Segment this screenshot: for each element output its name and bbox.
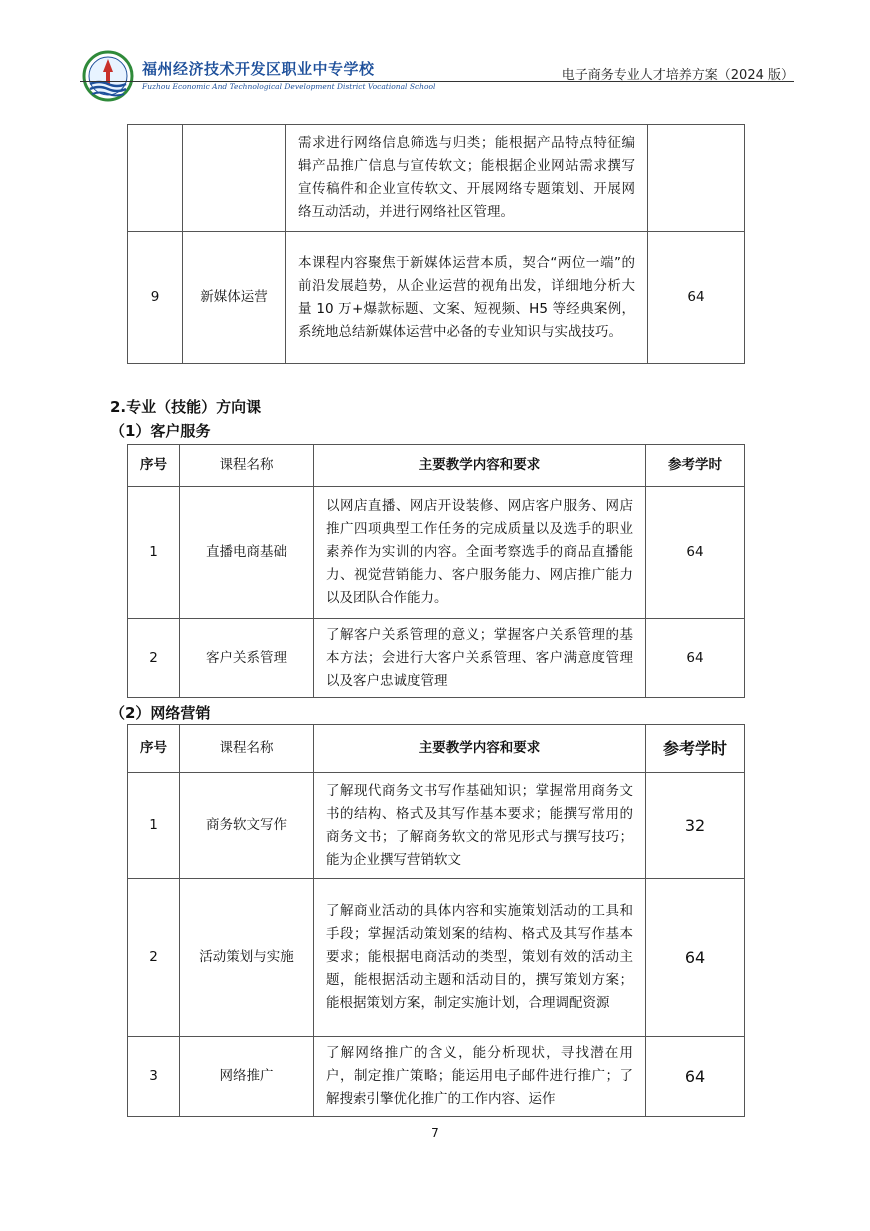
course-content: 以网店直播、网店开设装修、网店客户服务、网店推广四项典型工作任务的完成质量以及选手的职业素养作为实训的内容。全面考察选手的商品直播能力、视觉营销能力、客户服务能力、网店推广能力以及团队合作能力。 — [314, 487, 646, 619]
header-content: 主要教学内容和要求 — [314, 725, 646, 773]
school-emblem-icon — [80, 50, 136, 102]
course-name — [183, 125, 286, 232]
course-hours: 64 — [646, 1037, 745, 1117]
table-row — [128, 232, 745, 364]
course-content: 本课程内容聚焦于新媒体运营本质，契合“两位一端”的前沿发展趋势，从企业运营的视角出发，详细地分析大量 10 万+爆款标题、文案、短视频、H5 等经典案例，系统地总结新媒体运营中必备的专业知识与实战技巧。 — [286, 232, 648, 364]
course-content: 了解现代商务文书写作基础知识；掌握常用商务文书的结构、格式及其写作基本要求；能撰写常用的商务文书；了解商务软文的常见形式与撰写技巧；能为企业撰写营销软文 — [314, 773, 646, 879]
school-name-en: Fuzhou Economic And Technological Development District Vocational School — [142, 82, 436, 91]
course-hours: 32 — [646, 773, 745, 879]
table-row — [128, 773, 745, 879]
course-name: 网络推广 — [180, 1037, 314, 1117]
course-content: 了解商业活动的具体内容和实施策划活动的工具和手段；掌握活动策划案的结构、格式及其写作基本要求；能根据电商活动的类型，策划有效的活动主题，能根据活动主题和活动目的，撰写策划方案；能根据策划方案，制定实施计划，合理调配资源 — [314, 879, 646, 1037]
course-name: 活动策划与实施 — [180, 879, 314, 1037]
course-content: 需求进行网络信息筛选与归类；能根据产品特点特征编辑产品推广信息与宣传软文；能根据企业网站需求撰写宣传稿件和企业宣传软文、开展网络专题策划、开展网络互动活动，并进行网络社区管理。 — [286, 125, 648, 232]
table-row — [128, 619, 745, 698]
header-no: 序号 — [128, 725, 180, 773]
course-hours: 64 — [646, 619, 745, 698]
row-number: 9 — [128, 232, 183, 364]
course-hours: 64 — [646, 879, 745, 1037]
row-number: 2 — [128, 879, 180, 1037]
course-name: 商务软文写作 — [180, 773, 314, 879]
school-name-cn: 福州经济技术开发区职业中专学校 — [142, 60, 375, 78]
course-name: 新媒体运营 — [183, 232, 286, 364]
table-row — [128, 879, 745, 1037]
course-name: 直播电商基础 — [180, 487, 314, 619]
header-name: 课程名称 — [180, 725, 314, 773]
table-row — [128, 125, 745, 232]
course-hours: 64 — [646, 487, 745, 619]
table-row — [128, 487, 745, 619]
table-customer-service — [127, 444, 745, 698]
header-content: 主要教学内容和要求 — [314, 445, 646, 487]
row-number: 1 — [128, 773, 180, 879]
subsection-heading-online-marketing: （2）网络营销 — [110, 704, 211, 722]
table-row — [128, 1037, 745, 1117]
row-number: 2 — [128, 619, 180, 698]
course-content: 了解网络推广的含义，能分析现状，寻找潜在用户，制定推广策略；能运用电子邮件进行推广；了解搜索引擎优化推广的工作内容、运作 — [314, 1037, 646, 1117]
table-continuation — [127, 124, 745, 364]
table-header-row — [128, 445, 745, 487]
course-name: 客户关系管理 — [180, 619, 314, 698]
header-hours: 参考学时 — [646, 445, 745, 487]
course-hours — [648, 125, 745, 232]
table-header-row — [128, 725, 745, 773]
row-number: 1 — [128, 487, 180, 619]
row-number — [128, 125, 183, 232]
course-hours: 64 — [648, 232, 745, 364]
subsection-heading-customer-service: （1）客户服务 — [110, 422, 211, 440]
header-name: 课程名称 — [180, 445, 314, 487]
section-heading: 2.专业（技能）方向课 — [110, 398, 262, 416]
page-number: 7 — [431, 1126, 439, 1140]
plan-title: 电子商务专业人才培养方案（2024 版） — [561, 68, 794, 83]
page-header — [80, 48, 794, 104]
header-no: 序号 — [128, 445, 180, 487]
course-content: 了解客户关系管理的意义；掌握客户关系管理的基本方法；会进行大客户关系管理、客户满意度管理以及客户忠诚度管理 — [314, 619, 646, 698]
header-divider — [80, 81, 794, 82]
table-online-marketing — [127, 724, 745, 1117]
header-hours: 参考学时 — [646, 725, 745, 773]
row-number: 3 — [128, 1037, 180, 1117]
